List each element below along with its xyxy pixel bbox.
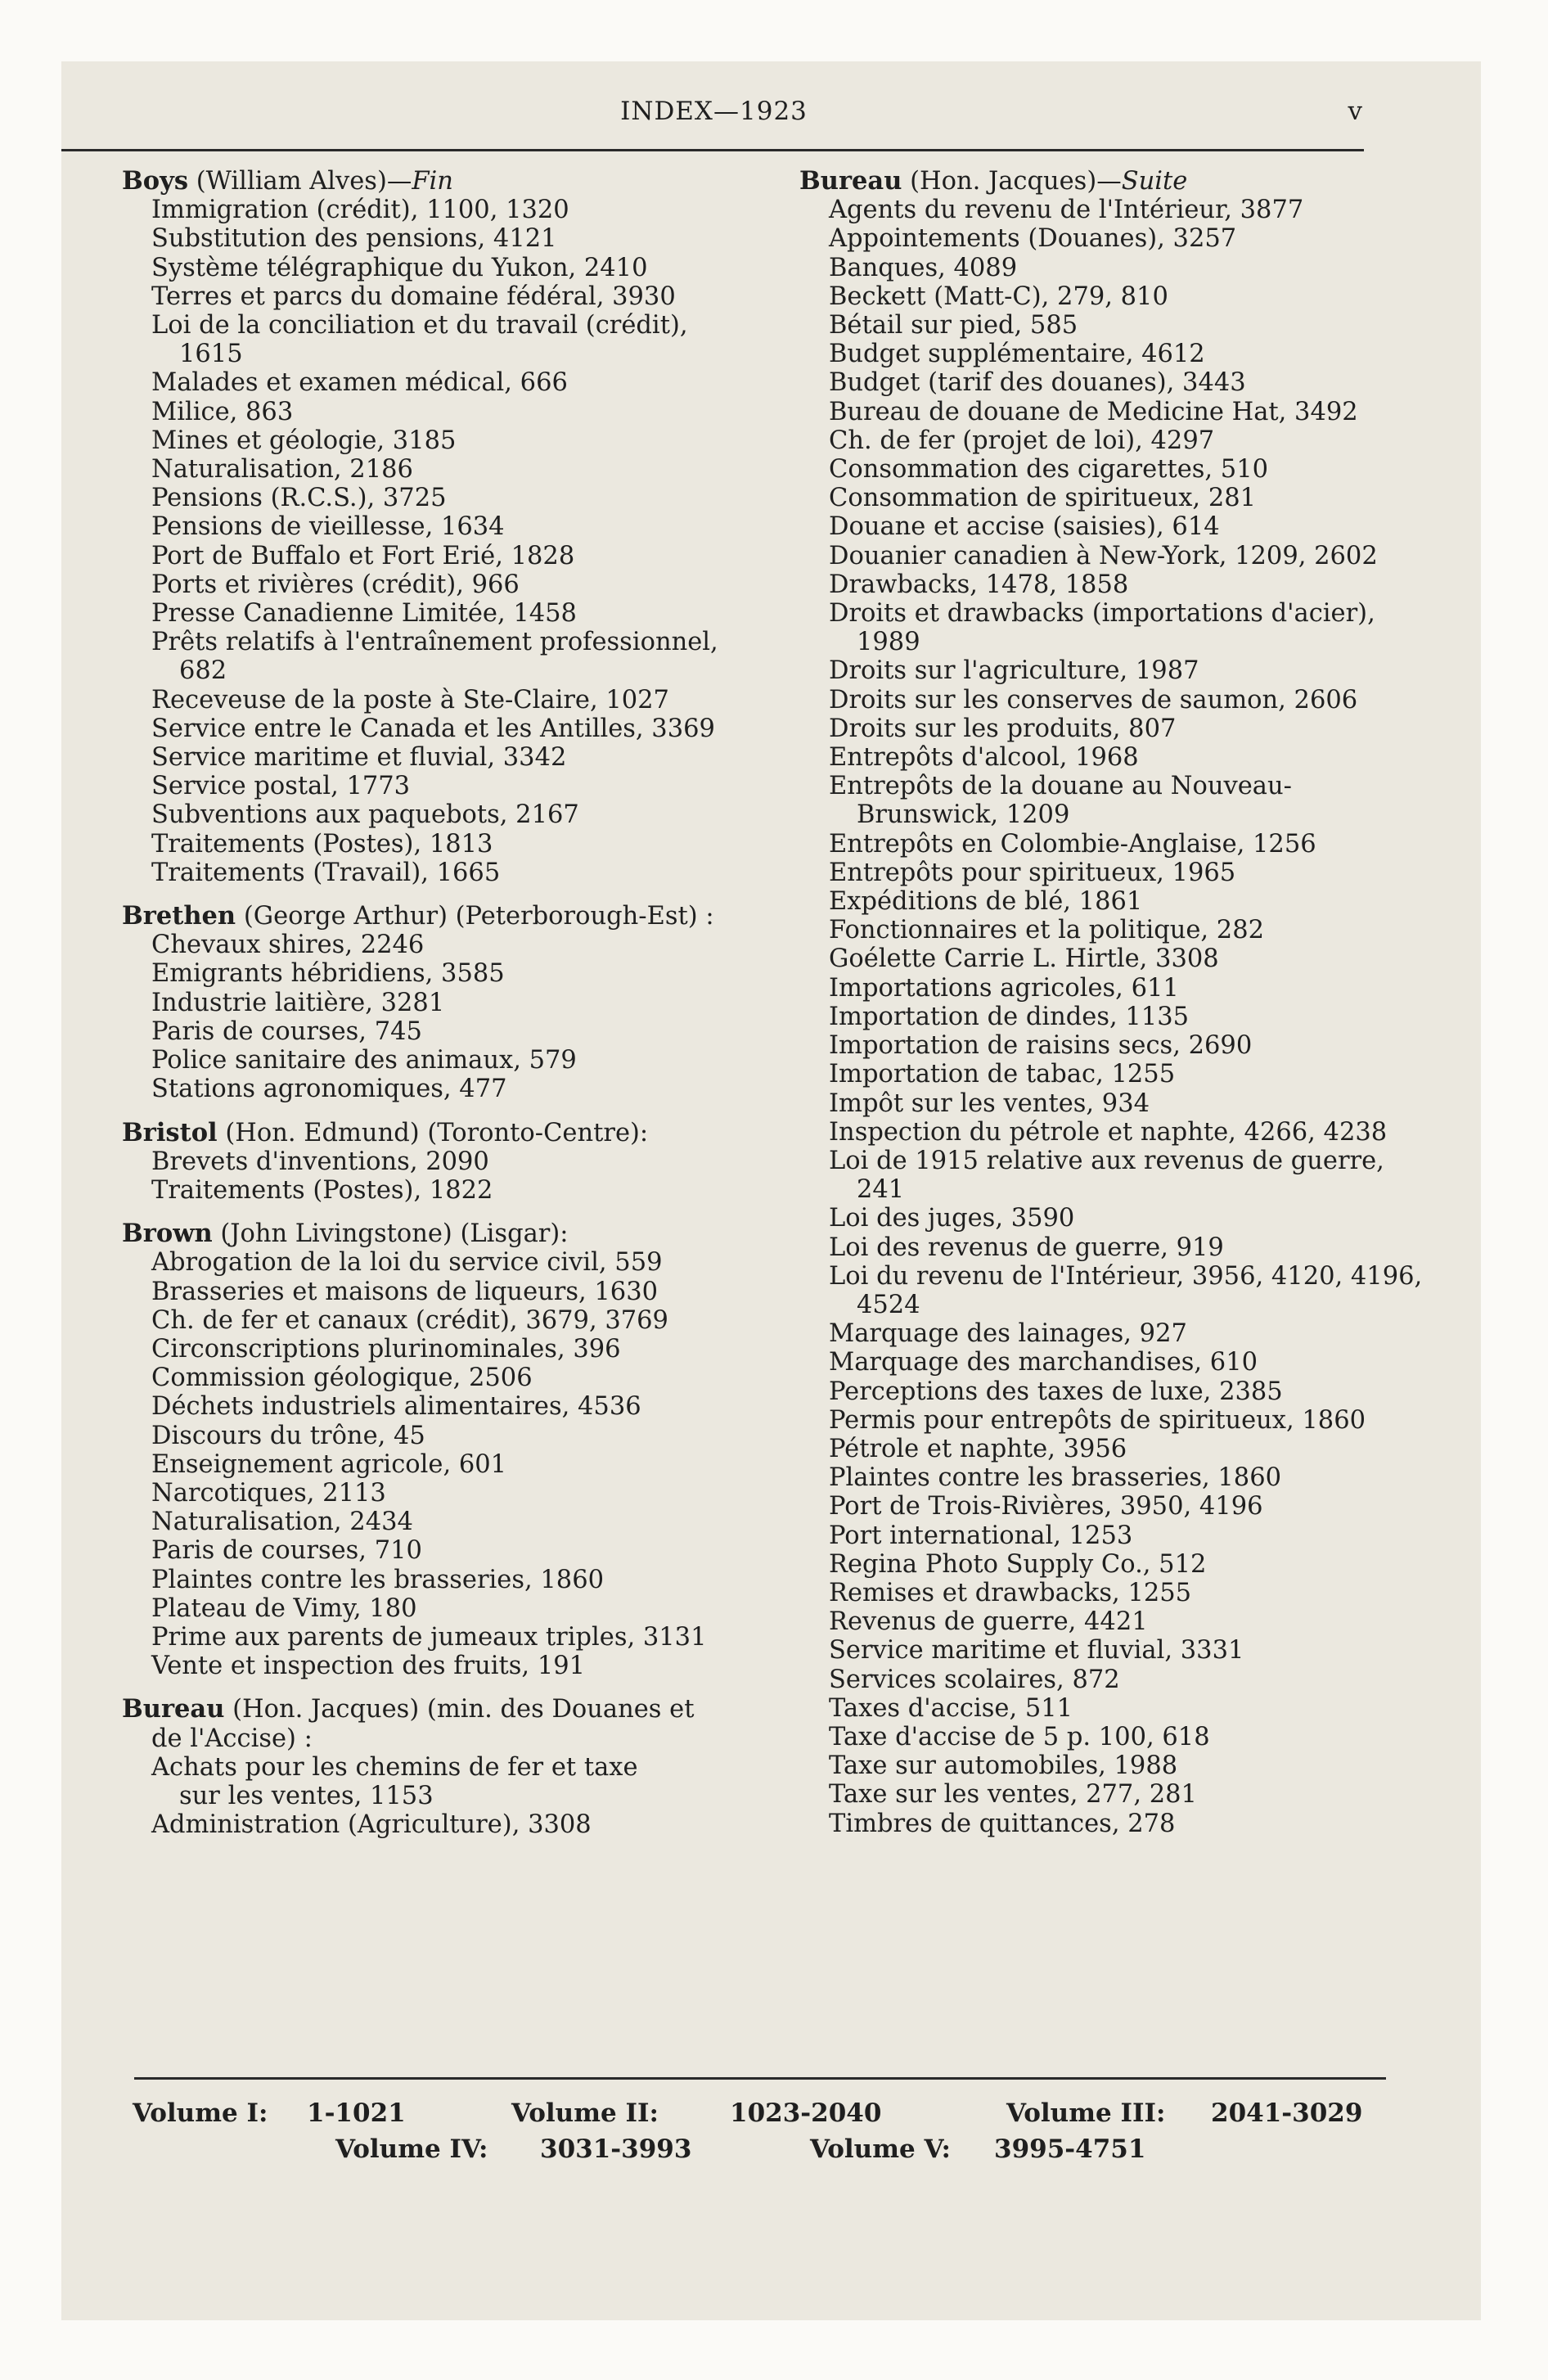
index-item: Terres et parcs du domaine fédéral, 3930 xyxy=(151,282,676,311)
index-item: Service maritime et fluvial, 3331 xyxy=(829,1636,1244,1666)
index-item: Milice, 863 xyxy=(151,397,294,426)
index-item: sur les ventes, 1153 xyxy=(179,1781,434,1810)
index-item: Services scolaires, 872 xyxy=(829,1665,1120,1694)
index-item: Stations agronomiques, 477 xyxy=(151,1075,507,1104)
volume-5-label: Volume V: xyxy=(810,2134,951,2164)
index-item: Entrepôts en Colombie-Anglaise, 1256 xyxy=(829,829,1316,859)
volume-5-range: 3995-4751 xyxy=(994,2134,1146,2164)
index-item: Ch. de fer (projet de loi), 4297 xyxy=(829,426,1215,455)
index-item: Beckett (Matt-C), 279, 810 xyxy=(829,282,1168,311)
index-item: Droits sur les produits, 807 xyxy=(829,714,1177,743)
index-item: Goélette Carrie L. Hirtle, 3308 xyxy=(829,944,1219,974)
index-item: Regina Photo Supply Co., 512 xyxy=(829,1549,1207,1579)
index-item: Importation de raisins secs, 2690 xyxy=(829,1031,1253,1061)
index-item: Loi des juges, 3590 xyxy=(829,1204,1075,1233)
page-title: INDEX—1923 xyxy=(620,97,808,126)
volume-1-label: Volume I: xyxy=(133,2098,268,2128)
index-item: Timbres de quittances, 278 xyxy=(829,1809,1176,1838)
footer-rule xyxy=(134,2077,1386,2080)
index-item: Inspection du pétrole et naphte, 4266, 4238 xyxy=(829,1117,1388,1147)
volume-4-label: Volume IV: xyxy=(335,2134,488,2164)
index-item: Pensions de vieillesse, 1634 xyxy=(151,512,505,542)
index-item: 241 xyxy=(857,1175,905,1205)
index-item: Receveuse de la poste à Ste-Claire, 1027 xyxy=(151,685,669,714)
index-item: Loi du revenu de l'Intérieur, 3956, 4120, 4196, xyxy=(829,1261,1423,1291)
index-item: Brasseries et maisons de liqueurs, 1630 xyxy=(151,1277,659,1306)
index-item: Port de Buffalo et Fort Erié, 1828 xyxy=(151,541,575,570)
index-item: Prêts relatifs à l'entraînement professionnel, xyxy=(151,628,718,657)
index-item: Permis pour entrepôts de spiritueux, 1860 xyxy=(829,1405,1366,1435)
entry-name: Bureau xyxy=(799,166,902,196)
index-item: Presse Canadienne Limitée, 1458 xyxy=(151,599,577,629)
volume-2-label: Volume II: xyxy=(511,2098,659,2128)
index-item: Circonscriptions plurinominales, 396 xyxy=(151,1334,621,1364)
index-item: Traitements (Postes), 1822 xyxy=(151,1175,493,1205)
index-item: Douane et accise (saisies), 614 xyxy=(829,512,1220,542)
index-item: Naturalisation, 2186 xyxy=(151,455,413,485)
index-item: Discours du trône, 45 xyxy=(151,1421,425,1450)
index-item: Loi de la conciliation et du travail (crédit), xyxy=(151,311,688,340)
index-item: 1989 xyxy=(857,628,920,657)
index-item: Administration (Agriculture), 3308 xyxy=(151,1810,592,1840)
index-item: Banques, 4089 xyxy=(829,253,1018,282)
volume-3-label: Volume III: xyxy=(1006,2098,1166,2128)
entry-heading xyxy=(122,902,740,931)
index-item: Expéditions de blé, 1861 xyxy=(829,887,1143,917)
index-item: Plateau de Vimy, 180 xyxy=(151,1593,417,1623)
index-item: Remises et drawbacks, 1255 xyxy=(829,1578,1192,1607)
index-item: Police sanitaire des animaux, 579 xyxy=(151,1046,577,1075)
page-header xyxy=(65,97,1362,129)
index-entry xyxy=(122,167,740,887)
entry-name: Bristol xyxy=(122,1117,218,1147)
entry-detail: (John Livingstone) (Lisgar): xyxy=(220,1219,569,1249)
index-item: Brunswick, 1209 xyxy=(857,800,1070,830)
index-item: Droits sur l'agriculture, 1987 xyxy=(829,656,1199,686)
index-entry xyxy=(799,166,1423,1838)
index-item: Plaintes contre les brasseries, 1860 xyxy=(829,1463,1282,1493)
volume-3-range: 2041-3029 xyxy=(1211,2098,1363,2128)
header-rule xyxy=(61,149,1364,151)
index-item: Chevaux shires, 2246 xyxy=(151,931,425,960)
index-entry xyxy=(122,1119,740,1206)
index-item: Commission géologique, 2506 xyxy=(151,1364,533,1393)
index-item: 4524 xyxy=(857,1290,920,1319)
entry-name: Boys xyxy=(122,166,189,196)
index-column-left xyxy=(122,167,740,1839)
index-item: Consommation de spiritueux, 281 xyxy=(829,484,1257,513)
index-item: Ch. de fer et canaux (crédit), 3679, 3769 xyxy=(151,1305,668,1335)
index-item: Service maritime et fluvial, 3342 xyxy=(151,743,567,773)
index-entry xyxy=(122,1219,740,1680)
index-item: Taxe sur les ventes, 277, 281 xyxy=(829,1780,1197,1810)
index-entry xyxy=(122,1695,740,1839)
index-item: Entrepôts pour spiritueux, 1965 xyxy=(829,858,1236,887)
entry-heading xyxy=(122,1219,740,1248)
entry-heading xyxy=(122,167,740,196)
index-item: Système télégraphique du Yukon, 2410 xyxy=(151,253,648,282)
index-item: Port de Trois-Rivières, 3950, 4196 xyxy=(829,1492,1263,1521)
index-item: Importations agricoles, 611 xyxy=(829,973,1179,1003)
index-item: Pétrole et naphte, 3956 xyxy=(829,1434,1127,1463)
index-item: Entrepôts d'alcool, 1968 xyxy=(829,743,1139,773)
index-item: Pensions (R.C.S.), 3725 xyxy=(151,484,447,513)
entry-heading xyxy=(799,167,1380,196)
index-item: Paris de courses, 710 xyxy=(151,1536,422,1566)
index-item: Service postal, 1773 xyxy=(151,772,411,801)
entry-detail: (William Alves)— xyxy=(196,167,412,196)
index-item: Emigrants hébridiens, 3585 xyxy=(151,959,505,989)
index-item: Bétail sur pied, 585 xyxy=(829,311,1078,340)
entry-name: Brown xyxy=(122,1219,213,1249)
index-item: Budget supplémentaire, 4612 xyxy=(829,340,1205,369)
index-item: Perceptions des taxes de luxe, 2385 xyxy=(829,1377,1283,1406)
entry-detail: (Hon. Edmund) (Toronto-Centre): xyxy=(225,1118,649,1147)
index-item: Marquage des lainages, 927 xyxy=(829,1319,1187,1349)
index-item: Vente et inspection des fruits, 191 xyxy=(151,1652,586,1681)
entry-suffix: Suite xyxy=(1121,167,1188,196)
volume-row-1 xyxy=(123,2095,1399,2131)
entry-detail: (Hon. Jacques)— xyxy=(910,167,1122,196)
index-item: Loi des revenus de guerre, 919 xyxy=(829,1233,1224,1262)
volume-1-range: 1-1021 xyxy=(307,2098,406,2128)
index-item: Mines et géologie, 3185 xyxy=(151,426,457,455)
entry-heading xyxy=(122,1695,740,1724)
entry-detail: (George Arthur) (Peterborough-Est) : xyxy=(243,902,714,931)
page-number: v xyxy=(1348,97,1362,126)
index-item: 682 xyxy=(179,656,227,686)
entry-heading xyxy=(122,1119,740,1147)
index-item: Service entre le Canada et les Antilles, 3369 xyxy=(151,714,715,743)
index-item: Budget (tarif des douanes), 3443 xyxy=(829,368,1246,398)
index-item: Immigration (crédit), 1100, 1320 xyxy=(151,196,569,225)
volume-2-range: 1023-2040 xyxy=(730,2098,882,2128)
index-item: Appointements (Douanes), 3257 xyxy=(829,224,1237,254)
entry-detail: (Hon. Jacques) (min. des Douanes et xyxy=(232,1695,695,1724)
index-item: Impôt sur les ventes, 934 xyxy=(829,1089,1150,1118)
index-item: Industrie laitière, 3281 xyxy=(151,988,445,1017)
index-item: Ports et rivières (crédit), 966 xyxy=(151,570,520,599)
index-item: Traitements (Travail), 1665 xyxy=(151,858,501,887)
index-item: Entrepôts de la douane au Nouveau- xyxy=(829,772,1292,801)
index-item: Prime aux parents de jumeaux triples, 3131 xyxy=(151,1622,707,1652)
index-item: Enseignement agricole, 601 xyxy=(151,1449,507,1479)
index-item: Droits sur les conserves de saumon, 2606 xyxy=(829,685,1358,714)
entry-name: Bureau xyxy=(122,1694,225,1724)
index-item: Consommation des cigarettes, 510 xyxy=(829,455,1269,485)
index-item: Paris de courses, 745 xyxy=(151,1016,422,1046)
index-item: Traitements (Postes), 1813 xyxy=(151,829,493,859)
volume-4-range: 3031-3993 xyxy=(540,2134,692,2164)
index-item: Plaintes contre les brasseries, 1860 xyxy=(151,1565,605,1594)
index-entry xyxy=(122,902,740,1103)
index-item: Subventions aux paquebots, 2167 xyxy=(151,800,579,830)
volume-row-2 xyxy=(123,2131,1399,2167)
index-item: Taxes d'accise, 511 xyxy=(829,1693,1073,1723)
index-item: Drawbacks, 1478, 1858 xyxy=(829,570,1129,599)
index-item: Déchets industriels alimentaires, 4536 xyxy=(151,1392,641,1422)
index-item: Malades et examen médical, 666 xyxy=(151,368,568,398)
index-item: Revenus de guerre, 4421 xyxy=(829,1607,1148,1637)
index-item: Loi de 1915 relative aux revenus de guerre, xyxy=(829,1146,1384,1175)
entry-name: Brethen xyxy=(122,901,236,931)
index-column-right xyxy=(799,166,1423,1838)
index-item: 1615 xyxy=(179,340,243,369)
index-item: Taxe d'accise de 5 p. 100, 618 xyxy=(829,1722,1210,1751)
index-item: Importation de dindes, 1135 xyxy=(829,1002,1190,1031)
index-item: Fonctionnaires et la politique, 282 xyxy=(829,916,1265,945)
index-item: Narcotiques, 2113 xyxy=(151,1478,386,1508)
index-item: Taxe sur automobiles, 1988 xyxy=(829,1751,1178,1781)
volume-ranges xyxy=(123,2095,1399,2167)
index-item: Droits et drawbacks (importations d'acier), xyxy=(829,599,1375,629)
index-item: Douanier canadien à New-York, 1209, 2602 xyxy=(829,541,1378,570)
entry-heading-continued: de l'Accise) : xyxy=(151,1724,313,1753)
index-item: Achats pour les chemins de fer et taxe xyxy=(151,1752,638,1782)
index-item: Agents du revenu de l'Intérieur, 3877 xyxy=(829,196,1304,225)
index-item: Port international, 1253 xyxy=(829,1521,1133,1550)
index-item: Bureau de douane de Medicine Hat, 3492 xyxy=(829,397,1358,426)
index-item: Substitution des pensions, 4121 xyxy=(151,224,557,254)
index-item: Naturalisation, 2434 xyxy=(151,1508,413,1537)
index-item: Brevets d'inventions, 2090 xyxy=(151,1147,489,1176)
index-item: Marquage des marchandises, 610 xyxy=(829,1348,1258,1377)
entry-suffix: Fin xyxy=(412,167,453,196)
index-item: Abrogation de la loi du service civil, 559 xyxy=(151,1248,663,1278)
index-item: Importation de tabac, 1255 xyxy=(829,1060,1176,1089)
